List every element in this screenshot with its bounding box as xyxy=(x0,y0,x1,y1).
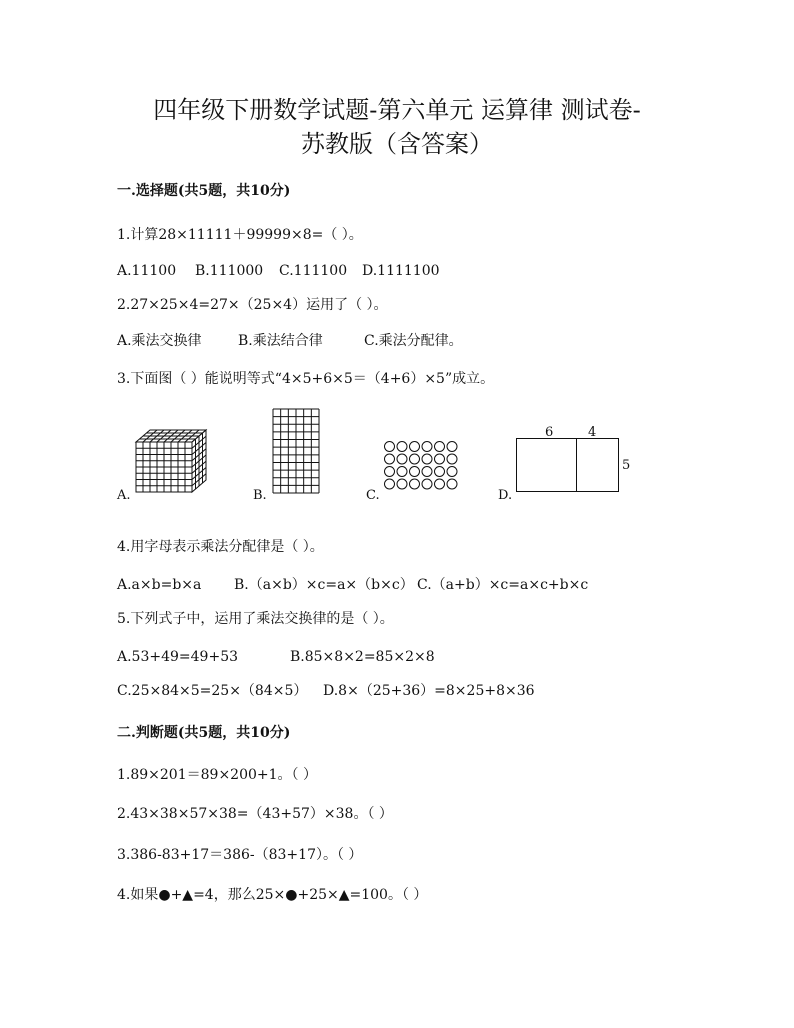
figure-b-label: B. xyxy=(253,488,267,503)
figure-d-number-4: 4 xyxy=(588,425,597,440)
document-title-line1: 四年级下册数学试题-第六单元 运算律 测试卷- xyxy=(153,96,641,124)
q1-option-b: B.111000 xyxy=(195,263,264,279)
q4-stem: 4.用字母表示乘法分配律是（ ）。 xyxy=(117,539,324,555)
figure-d-label: D. xyxy=(498,488,513,503)
q3-stem: 3.下面图（ ）能说明等式“4×5+6×5＝（4+6）×5”成立。 xyxy=(117,371,495,387)
q2-option-a: A.乘法交换律 xyxy=(117,333,202,349)
q4-option-b: B.（a×b）×c=a×（b×c） xyxy=(234,577,414,593)
q1-stem: 1.计算28×11111＋99999×8=（ ）。 xyxy=(117,227,363,243)
q5-stem: 5.下列式子中，运用了乘法交换律的是（ ）。 xyxy=(117,611,394,627)
judge-q4: 4.如果●+▲=4，那么25×●+25×▲=100。（ ） xyxy=(117,887,428,903)
figure-d-number-6: 6 xyxy=(545,425,554,440)
figure-a-label: A. xyxy=(117,488,131,503)
q4-option-c: C.（a+b）×c=a×c+b×c xyxy=(417,577,589,593)
figure-c-circles xyxy=(384,441,462,493)
section2-heading: 二.判断题(共5题，共10分) xyxy=(117,725,291,741)
q5-option-d: D.8×（25+36）=8×25+8×36 xyxy=(323,683,535,699)
q4-option-a: A.a×b=b×a xyxy=(117,577,202,593)
q5-option-c: C.25×84×5=25×（84×5） xyxy=(117,683,308,699)
q5-option-a: A.53+49=49+53 xyxy=(117,649,239,665)
q2-option-c: C.乘法分配律。 xyxy=(364,333,463,349)
figure-c-label: C. xyxy=(366,488,380,503)
judge-q1: 1.89×201＝89×200+1。（ ） xyxy=(117,767,317,783)
document-title-line2: 苏教版（含答案） xyxy=(301,130,493,158)
q5-option-b: B.85×8×2=85×2×8 xyxy=(290,649,435,665)
judge-q3: 3.386-83+17＝386-（83+17）。（ ） xyxy=(117,847,363,863)
judge-q2: 2.43×38×57×38=（43+57）×38。（ ） xyxy=(117,806,393,822)
q2-stem: 2.27×25×4=27×（25×4）运用了（ ）。 xyxy=(117,297,388,313)
figure-d-number-5: 5 xyxy=(622,458,631,473)
figure-b-grid xyxy=(272,408,320,494)
section1-heading: 一.选择题(共5题，共10分) xyxy=(117,183,291,199)
q2-option-b: B.乘法结合律 xyxy=(238,333,323,349)
figure-d-rectangles xyxy=(516,438,620,492)
q1-option-a: A.11100 xyxy=(117,263,177,279)
figure-a-cube xyxy=(136,430,210,494)
q1-option-d: D.1111100 xyxy=(362,263,440,279)
q1-option-c: C.111100 xyxy=(279,263,348,279)
